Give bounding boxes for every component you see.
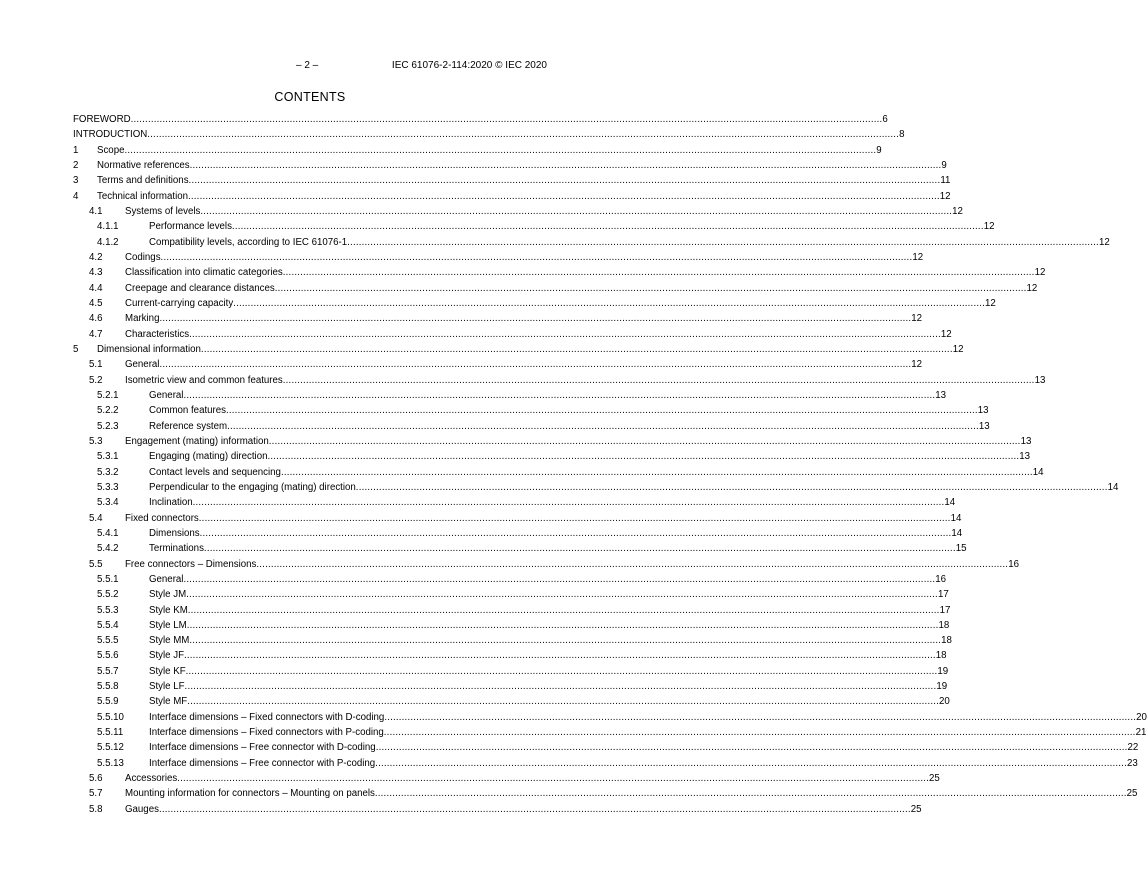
toc-entry-title: Isometric view and common features <box>125 373 283 388</box>
toc-entry[interactable] <box>73 403 989 418</box>
dot-leader: .................................................................................................................................................................................................................................................................... <box>227 420 979 432</box>
page-number: – 2 – <box>296 60 319 71</box>
toc-entry-page: 13 <box>1019 449 1030 464</box>
toc-entry-number: 4.7 <box>89 328 103 340</box>
toc-entry-number: 5.8 <box>89 803 103 815</box>
toc-entry-title: Style LM <box>149 618 187 633</box>
toc-entry-page: 13 <box>1021 434 1032 449</box>
toc-entry-page: 23 <box>1127 756 1138 771</box>
toc-entry[interactable] <box>73 495 956 510</box>
toc-entry[interactable] <box>73 189 951 204</box>
toc-entry-page: 14 <box>944 495 955 510</box>
dot-leader: .................................................................................................................................................................................................................................................................... <box>183 573 936 585</box>
dot-leader: .................................................................................................................................................................................................................................................................... <box>185 665 938 677</box>
toc-entry-number: 5.3.4 <box>97 497 119 509</box>
toc-entry-title: Reference system <box>149 419 227 434</box>
dot-leader: .................................................................................................................................................................................................................................................................... <box>256 558 1009 570</box>
toc-entry-title: Dimensional information <box>97 342 201 357</box>
toc-entry-title: Perpendicular to the engaging (mating) direction <box>149 480 356 495</box>
toc-entry-page: 9 <box>941 158 946 173</box>
toc-entry[interactable] <box>73 618 950 633</box>
toc-entry-title: General <box>149 572 183 587</box>
toc-entry[interactable] <box>73 419 990 434</box>
dot-leader: .................................................................................................................................................................................................................................................................... <box>130 114 883 125</box>
toc-entry[interactable] <box>73 740 1139 755</box>
toc-entry-page: 12 <box>940 189 951 204</box>
toc-entry-page: 12 <box>984 219 995 234</box>
toc-entry-title: Systems of levels <box>125 204 200 219</box>
toc-entry-page: 25 <box>911 802 922 817</box>
toc-entry-number: 5.5.8 <box>97 681 119 693</box>
dot-leader: .................................................................................................................................................................................................................................................................... <box>231 221 984 233</box>
toc-entry[interactable] <box>73 511 962 526</box>
toc-entry-page: 14 <box>951 526 962 541</box>
toc-entry[interactable] <box>73 204 963 219</box>
dot-leader: .................................................................................................................................................................................................................................................................... <box>159 359 912 371</box>
toc-entry-title: Engaging (mating) direction <box>149 449 267 464</box>
toc-entry-number: 5.1 <box>89 359 103 371</box>
dot-leader: .................................................................................................................................................................................................................................................................... <box>375 757 1127 769</box>
toc-entry-number: 5.6 <box>89 773 103 785</box>
dot-leader: .................................................................................................................................................................................................................................................................... <box>177 773 930 785</box>
toc-entry[interactable] <box>73 311 923 326</box>
toc-entry-title: Contact levels and sequencing <box>149 465 281 480</box>
toc-entry-number: 4.6 <box>89 313 103 325</box>
dot-leader: .................................................................................................................................................................................................................................................................... <box>187 604 940 616</box>
toc-entry-title: Interface dimensions – Free connector with P-coding <box>149 756 375 771</box>
dot-leader: .................................................................................................................................................................................................................................................................... <box>160 251 913 263</box>
toc-entry-page: 13 <box>978 403 989 418</box>
toc-entry[interactable] <box>73 694 950 709</box>
toc-entry-page: 13 <box>1035 373 1046 388</box>
toc-entry-number: 1 <box>73 144 79 156</box>
toc-entry-page: 15 <box>956 541 967 556</box>
toc-entry-title: Style KM <box>149 603 188 618</box>
toc-entry-title: Style KF <box>149 664 186 679</box>
toc-entry-page: 8 <box>899 127 904 142</box>
toc-entry-number: 5.5.11 <box>97 727 124 739</box>
toc-entry[interactable] <box>73 526 963 541</box>
toc-entry[interactable] <box>73 587 949 602</box>
toc-entry-page: 12 <box>911 357 922 372</box>
toc-entry-title: Interface dimensions – Fixed connectors with P-coding <box>149 725 384 740</box>
toc-entry-title: Classification into climatic categories <box>125 265 283 280</box>
toc-entry[interactable] <box>73 465 1044 480</box>
toc-entry-page: 16 <box>935 572 946 587</box>
toc-entry-title: Mounting information for connectors – Mounting on panels <box>125 786 375 801</box>
toc-entry[interactable] <box>73 725 1147 740</box>
toc-entry-number: 5.5.5 <box>97 635 119 647</box>
dot-leader: .................................................................................................................................................................................................................................................................... <box>189 159 942 171</box>
toc-entry-number: 5.5.10 <box>97 711 124 723</box>
toc-entry-number: 5.5.2 <box>97 589 119 601</box>
toc-entry-number: 3 <box>73 175 79 187</box>
toc-entry-page: 18 <box>938 618 949 633</box>
toc-entry[interactable] <box>73 357 923 372</box>
toc-entry-title: Interface dimensions – Fixed connectors with D-coding <box>149 710 384 725</box>
toc-entry-number: 5.5.9 <box>97 696 119 708</box>
toc-entry-number: 5.5.4 <box>97 619 119 631</box>
toc-entry-title: Inclination <box>149 495 193 510</box>
dot-leader: .................................................................................................................................................................................................................................................................... <box>158 803 911 815</box>
toc-entry-title: Terms and definitions <box>97 173 189 188</box>
toc-entry-page: 12 <box>1099 235 1110 250</box>
toc-entry-page: 12 <box>985 296 996 311</box>
toc-entry-number: 5.7 <box>89 788 103 800</box>
dot-leader: .................................................................................................................................................................................................................................................................... <box>189 635 942 647</box>
toc-entry[interactable] <box>73 710 1147 725</box>
toc-entry-page: 19 <box>936 679 947 694</box>
toc-entry-number: 4.1.2 <box>97 236 119 248</box>
dot-leader: .................................................................................................................................................................................................................................................................... <box>188 190 940 202</box>
dot-leader: .................................................................................................................................................................................................................................................................... <box>184 681 937 693</box>
dot-leader: .................................................................................................................................................................................................................................................................... <box>282 267 1035 279</box>
toc-entry-number: 5.3.1 <box>97 451 119 463</box>
toc-entry[interactable] <box>73 771 940 786</box>
toc-entry-page: 19 <box>937 664 948 679</box>
toc-entry[interactable] <box>73 143 882 158</box>
toc-entry[interactable] <box>73 388 947 403</box>
dot-leader: .................................................................................................................................................................................................................................................................... <box>267 451 1020 463</box>
toc-entry-title: FOREWORD <box>73 112 131 127</box>
toc-entry[interactable] <box>73 158 947 173</box>
dot-leader: .................................................................................................................................................................................................................................................................... <box>226 405 978 417</box>
document-reference: IEC 61076-2-114:2020 © IEC 2020 <box>391 60 547 71</box>
page-title: CONTENTS <box>274 90 346 104</box>
toc-entry[interactable] <box>73 434 1032 449</box>
toc-entry-number: 5.5.1 <box>97 573 119 585</box>
dot-leader: .................................................................................................................................................................................................................................................................... <box>192 497 945 509</box>
toc-entry[interactable] <box>73 648 947 663</box>
dot-leader: .................................................................................................................................................................................................................................................................... <box>184 650 936 662</box>
toc-entry-title: General <box>125 357 159 372</box>
toc-entry-title: Style JM <box>149 587 186 602</box>
toc-entry[interactable] <box>73 281 1038 296</box>
toc-entry-title: Fixed connectors <box>125 511 199 526</box>
toc-entry-number: 4.4 <box>89 282 103 294</box>
toc-entry[interactable] <box>73 265 1046 280</box>
toc-entry[interactable] <box>73 603 951 618</box>
dot-leader: .................................................................................................................................................................................................................................................................... <box>268 435 1021 447</box>
toc-entry-page: 18 <box>936 648 947 663</box>
dot-leader: .................................................................................................................................................................................................................................................................... <box>200 205 953 217</box>
dot-leader: .................................................................................................................................................................................................................................................................... <box>147 129 900 141</box>
toc-entry-number: 5.3.3 <box>97 481 119 493</box>
toc-entry[interactable] <box>73 572 947 587</box>
toc-entry-number: 5.2.1 <box>97 389 119 401</box>
toc-entry-page: 20 <box>1136 710 1147 725</box>
toc-entry-page: 6 <box>882 112 887 127</box>
dot-leader: .................................................................................................................................................................................................................................................................... <box>200 343 953 355</box>
toc-entry-page: 14 <box>951 511 962 526</box>
dot-leader: .................................................................................................................................................................................................................................................................... <box>186 589 938 601</box>
toc-entry[interactable] <box>73 327 952 342</box>
toc-entry[interactable] <box>73 112 888 127</box>
toc-entry[interactable] <box>73 679 948 694</box>
toc-entry-title: Terminations <box>149 541 204 556</box>
toc-entry-page: 16 <box>1008 557 1019 572</box>
toc-entry-page: 12 <box>912 250 923 265</box>
dot-leader: .................................................................................................................................................................................................................................................................... <box>374 788 1127 800</box>
toc-entry-title: General <box>149 388 183 403</box>
toc-entry-page: 13 <box>935 388 946 403</box>
toc-entry-title: Engagement (mating) information <box>125 434 269 449</box>
toc-entry-page: 12 <box>1027 281 1038 296</box>
toc-entry-number: 5.3.2 <box>97 466 119 478</box>
toc-entry-page: 12 <box>941 327 952 342</box>
toc-entry-page: 25 <box>1127 786 1138 801</box>
dot-leader: .................................................................................................................................................................................................................................................................... <box>186 619 939 631</box>
toc-entry-page: 25 <box>929 771 940 786</box>
dot-leader: .................................................................................................................................................................................................................................................................... <box>375 742 1128 754</box>
toc-entry-title: Creepage and clearance distances <box>125 281 275 296</box>
toc-entry-page: 14 <box>1108 480 1119 495</box>
toc-entry-title: Gauges <box>125 802 159 817</box>
toc-entry-number: 5 <box>73 343 79 355</box>
toc-entry[interactable] <box>73 480 1119 495</box>
toc-entry[interactable] <box>73 449 1031 464</box>
toc-entry-page: 9 <box>876 143 881 158</box>
toc-entry-page: 12 <box>953 342 964 357</box>
toc-entry[interactable] <box>73 219 995 234</box>
toc-entry-number: 5.5.13 <box>97 757 124 769</box>
toc-entry-number: 4 <box>73 190 79 202</box>
toc-entry-title: Characteristics <box>125 327 189 342</box>
dot-leader: .................................................................................................................................................................................................................................................................... <box>274 282 1027 294</box>
toc-entry-page: 20 <box>939 694 950 709</box>
toc-entry-page: 12 <box>911 311 922 326</box>
dot-leader: .................................................................................................................................................................................................................................................................... <box>124 144 877 156</box>
toc-entry[interactable] <box>73 541 967 556</box>
toc-entry[interactable] <box>73 296 996 311</box>
toc-entry-title: Dimensions <box>149 526 200 541</box>
toc-entry-page: 12 <box>952 204 963 219</box>
toc-entry-title: Codings <box>125 250 161 265</box>
toc-entry-page: 13 <box>979 419 990 434</box>
toc-entry-title: Normative references <box>97 158 190 173</box>
toc-entry-number: 5.2.3 <box>97 420 119 432</box>
toc-entry-number: 5.2 <box>89 374 103 386</box>
toc-entry-title: Marking <box>125 311 159 326</box>
toc-entry-number: 4.2 <box>89 251 103 263</box>
dot-leader: .................................................................................................................................................................................................................................................................... <box>282 374 1035 386</box>
toc-entry-title: Technical information <box>97 189 188 204</box>
dot-leader: .................................................................................................................................................................................................................................................................... <box>187 696 940 708</box>
toc-entry-title: Compatibility levels, according to IEC 61076-1 <box>149 235 347 250</box>
toc-entry[interactable] <box>73 235 1110 250</box>
toc-entry[interactable] <box>73 373 1046 388</box>
toc-entry-number: 5.4 <box>89 512 103 524</box>
dot-leader: .................................................................................................................................................................................................................................................................... <box>198 512 951 524</box>
toc-entry-page: 14 <box>1033 465 1044 480</box>
toc-entry-number: 5.5 <box>89 558 103 570</box>
toc-entry-title: Accessories <box>125 771 177 786</box>
toc-entry-page: 17 <box>940 603 951 618</box>
toc-entry-number: 5.4.2 <box>97 543 119 555</box>
toc-entry-title: Current-carrying capacity <box>125 296 233 311</box>
dot-leader: .................................................................................................................................................................................................................................................................... <box>384 711 1137 723</box>
dot-leader: .................................................................................................................................................................................................................................................................... <box>203 543 956 555</box>
toc-entry[interactable] <box>73 786 1138 801</box>
toc-entry[interactable] <box>73 756 1138 771</box>
toc-entry[interactable] <box>73 802 922 817</box>
dot-leader: .................................................................................................................................................................................................................................................................... <box>233 297 986 309</box>
toc-entry-number: 5.3 <box>89 435 103 447</box>
toc-entry-title: Style LF <box>149 679 185 694</box>
toc-entry-title: Performance levels <box>149 219 232 234</box>
toc-entry[interactable] <box>73 664 949 679</box>
toc-entry-number: 5.4.1 <box>97 527 119 539</box>
toc-entry-page: 22 <box>1128 740 1139 755</box>
toc-entry-number: 4.3 <box>89 267 103 279</box>
dot-leader: .................................................................................................................................................................................................................................................................... <box>189 328 941 340</box>
dot-leader: .................................................................................................................................................................................................................................................................... <box>159 313 912 325</box>
toc-entry-title: Style JF <box>149 648 184 663</box>
toc-entry[interactable] <box>73 127 905 142</box>
toc-entry-page: 12 <box>1035 265 1046 280</box>
toc-entry[interactable] <box>73 342 964 357</box>
toc-entry-number: 2 <box>73 159 79 171</box>
toc-entry-number: 4.1.1 <box>97 221 119 233</box>
dot-leader: .................................................................................................................................................................................................................................................................... <box>355 481 1108 493</box>
toc-entry-number: 4.1 <box>89 205 103 217</box>
toc-entry-number: 5.5.7 <box>97 665 119 677</box>
dot-leader: .................................................................................................................................................................................................................................................................... <box>199 527 952 539</box>
toc-entry-title: Interface dimensions – Free connector with D-coding <box>149 740 376 755</box>
toc-entry-title: Style MM <box>149 633 189 648</box>
toc-entry-title: Free connectors – Dimensions <box>125 557 256 572</box>
toc-entry-number: 5.5.12 <box>97 742 124 754</box>
toc-entry[interactable] <box>73 633 952 648</box>
toc-entry[interactable] <box>73 250 924 265</box>
dot-leader: .................................................................................................................................................................................................................................................................... <box>383 727 1136 739</box>
dot-leader: .................................................................................................................................................................................................................................................................... <box>280 466 1033 478</box>
toc-entry-number: 5.2.2 <box>97 405 119 417</box>
toc-entry-number: 5.5.3 <box>97 604 119 616</box>
toc-entry-title: Style MF <box>149 694 187 709</box>
toc-entry[interactable] <box>73 557 1019 572</box>
dot-leader: .................................................................................................................................................................................................................................................................... <box>183 389 936 401</box>
toc-entry-page: 21 <box>1136 725 1147 740</box>
dot-leader: .................................................................................................................................................................................................................................................................... <box>188 175 941 187</box>
toc-entry-number: 4.5 <box>89 297 103 309</box>
toc-entry-page: 18 <box>941 633 952 648</box>
toc-entry-title: Common features <box>149 403 226 418</box>
table-of-contents <box>73 112 1147 817</box>
toc-entry-number: 5.5.6 <box>97 650 119 662</box>
toc-entry[interactable] <box>73 173 951 188</box>
toc-entry-page: 17 <box>938 587 949 602</box>
toc-entry-title: Scope <box>97 143 124 158</box>
dot-leader: .................................................................................................................................................................................................................................................................... <box>347 236 1099 248</box>
toc-entry-page: 11 <box>940 173 950 188</box>
toc-entry-title: INTRODUCTION <box>73 127 147 142</box>
